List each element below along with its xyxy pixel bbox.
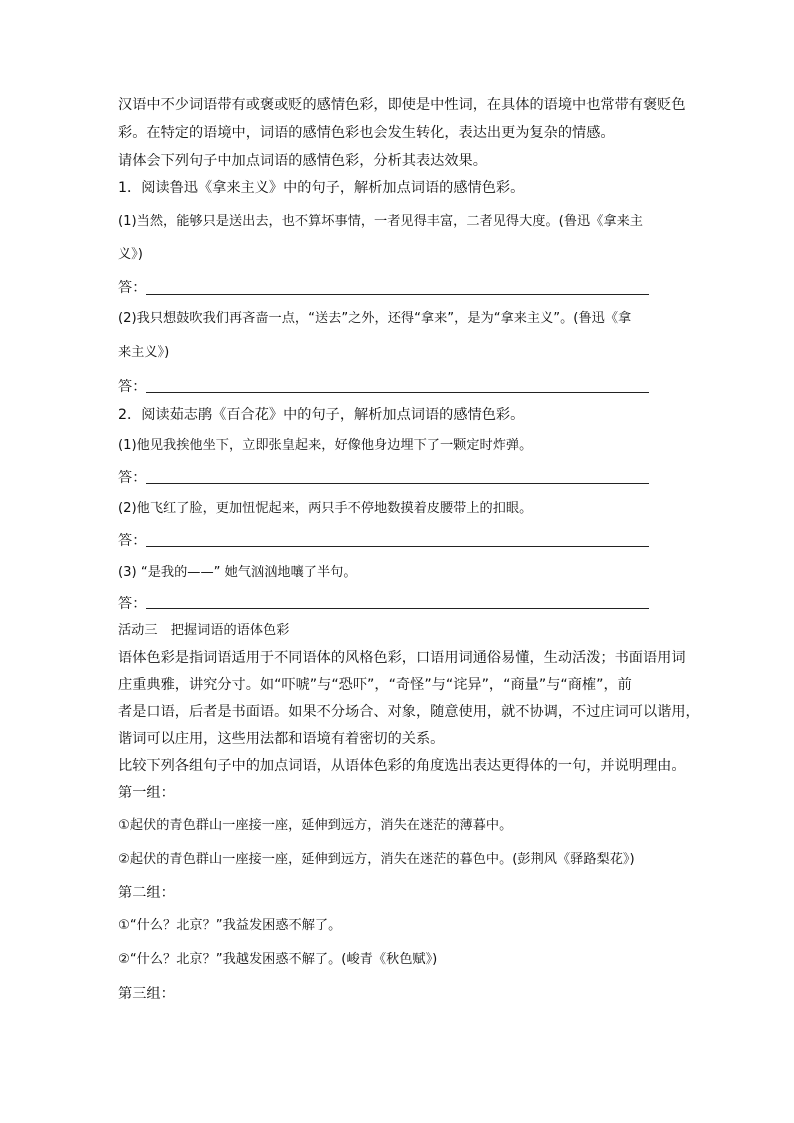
activity-3-heading: 活动三 把握词语的语体色彩 xyxy=(118,623,290,638)
activity-3-paragraph-line-2: 庄重典雅，讲究分寸。如“吓唬”与“恐吓”，“奇怪”与“诧异”，“商量”与“商榷”，前 xyxy=(118,677,632,693)
group-2-sentence-b: ②“什么？北京？”我越发困惑不解了。(峻青《秋色赋》) xyxy=(118,952,438,967)
answer-line[interactable] xyxy=(146,294,649,295)
intro-instruction: 请体会下列句子中加点词语的感情色彩，分析其表达效果。 xyxy=(118,153,487,169)
answer-label: 答： xyxy=(118,379,147,395)
group-1-label: 第一组： xyxy=(118,785,175,801)
group-1-sentence-b: ②起伏的青色群山一座接一座，延伸到远方，消失在迷茫的暮色中。(彭荆风《驿路梨花》) xyxy=(118,852,635,867)
intro-paragraph-line-2: 彩。在特定的语境中，词语的感情色彩也会发生转化，表达出更为复杂的情感。 xyxy=(118,125,615,141)
activity-3-paragraph-line-4: 谐词可以庄用，这些用法都和语境有着密切的关系。 xyxy=(118,731,445,747)
group-1-sentence-a: ①起伏的青色群山一座接一座，延伸到远方，消失在迷茫的薄暮中。 xyxy=(118,818,513,833)
group-2-sentence-a: ①“什么？北京？”我益发困惑不解了。 xyxy=(118,918,342,933)
question-1-sentence-1-line-1: (1)当然，能够只是送出去，也不算坏事情，一者见得丰富，二者见得大度。(鲁迅《拿来主 xyxy=(118,214,643,229)
activity-3-instruction: 比较下列各组句子中的加点词语，从语体色彩的角度选出表达更得体的一句，并说明理由。 xyxy=(118,758,686,774)
question-2-sentence-2: (2)他飞红了脸，更加忸怩起来，两只手不停地数摸着皮腰带上的扣眼。 xyxy=(118,501,533,516)
answer-label: 答： xyxy=(118,470,147,486)
answer-line[interactable] xyxy=(146,608,649,609)
answer-line[interactable] xyxy=(146,392,649,393)
answer-line[interactable] xyxy=(146,546,649,547)
activity-3-paragraph-line-3: 者是口语，后者是书面语。如果不分场合、对象，随意使用，就不协调，不过庄词可以谐用， xyxy=(118,704,700,720)
question-1-sentence-2-line-1: (2)我只想鼓吹我们再吝啬一点，“送去”之外，还得“拿来”，是为“拿来主义”。(鲁迅《拿 xyxy=(118,311,632,326)
question-2-title: 2．阅读茹志鹃《百合花》中的句子，解析加点词语的感情色彩。 xyxy=(118,407,525,423)
question-1-sentence-1-line-2: 义》) xyxy=(118,247,143,262)
question-1-title: 1．阅读鲁迅《拿来主义》中的句子，解析加点词语的感情色彩。 xyxy=(118,180,525,196)
answer-line[interactable] xyxy=(146,483,649,484)
group-3-label: 第三组： xyxy=(118,986,175,1002)
question-2-sentence-3: (3) “是我的——” 她气汹汹地嚷了半句。 xyxy=(118,565,357,580)
activity-3-paragraph-line-1: 语体色彩是指词语适用于不同语体的风格色彩，口语用词通俗易懂，生动活泼；书面语用词 xyxy=(118,650,686,666)
intro-paragraph-line-1: 汉语中不少词语带有或褒或贬的感情色彩，即使是中性词，在具体的语境中也常带有褒贬色 xyxy=(118,97,686,113)
question-1-sentence-2-line-2: 来主义》) xyxy=(118,345,170,360)
answer-label: 答： xyxy=(118,596,147,612)
answer-label: 答： xyxy=(118,533,147,549)
group-2-label: 第二组： xyxy=(118,885,175,901)
question-2-sentence-1: (1)他见我挨他坐下，立即张皇起来，好像他身边埋下了一颗定时炸弹。 xyxy=(118,438,533,453)
answer-label: 答： xyxy=(118,280,147,296)
